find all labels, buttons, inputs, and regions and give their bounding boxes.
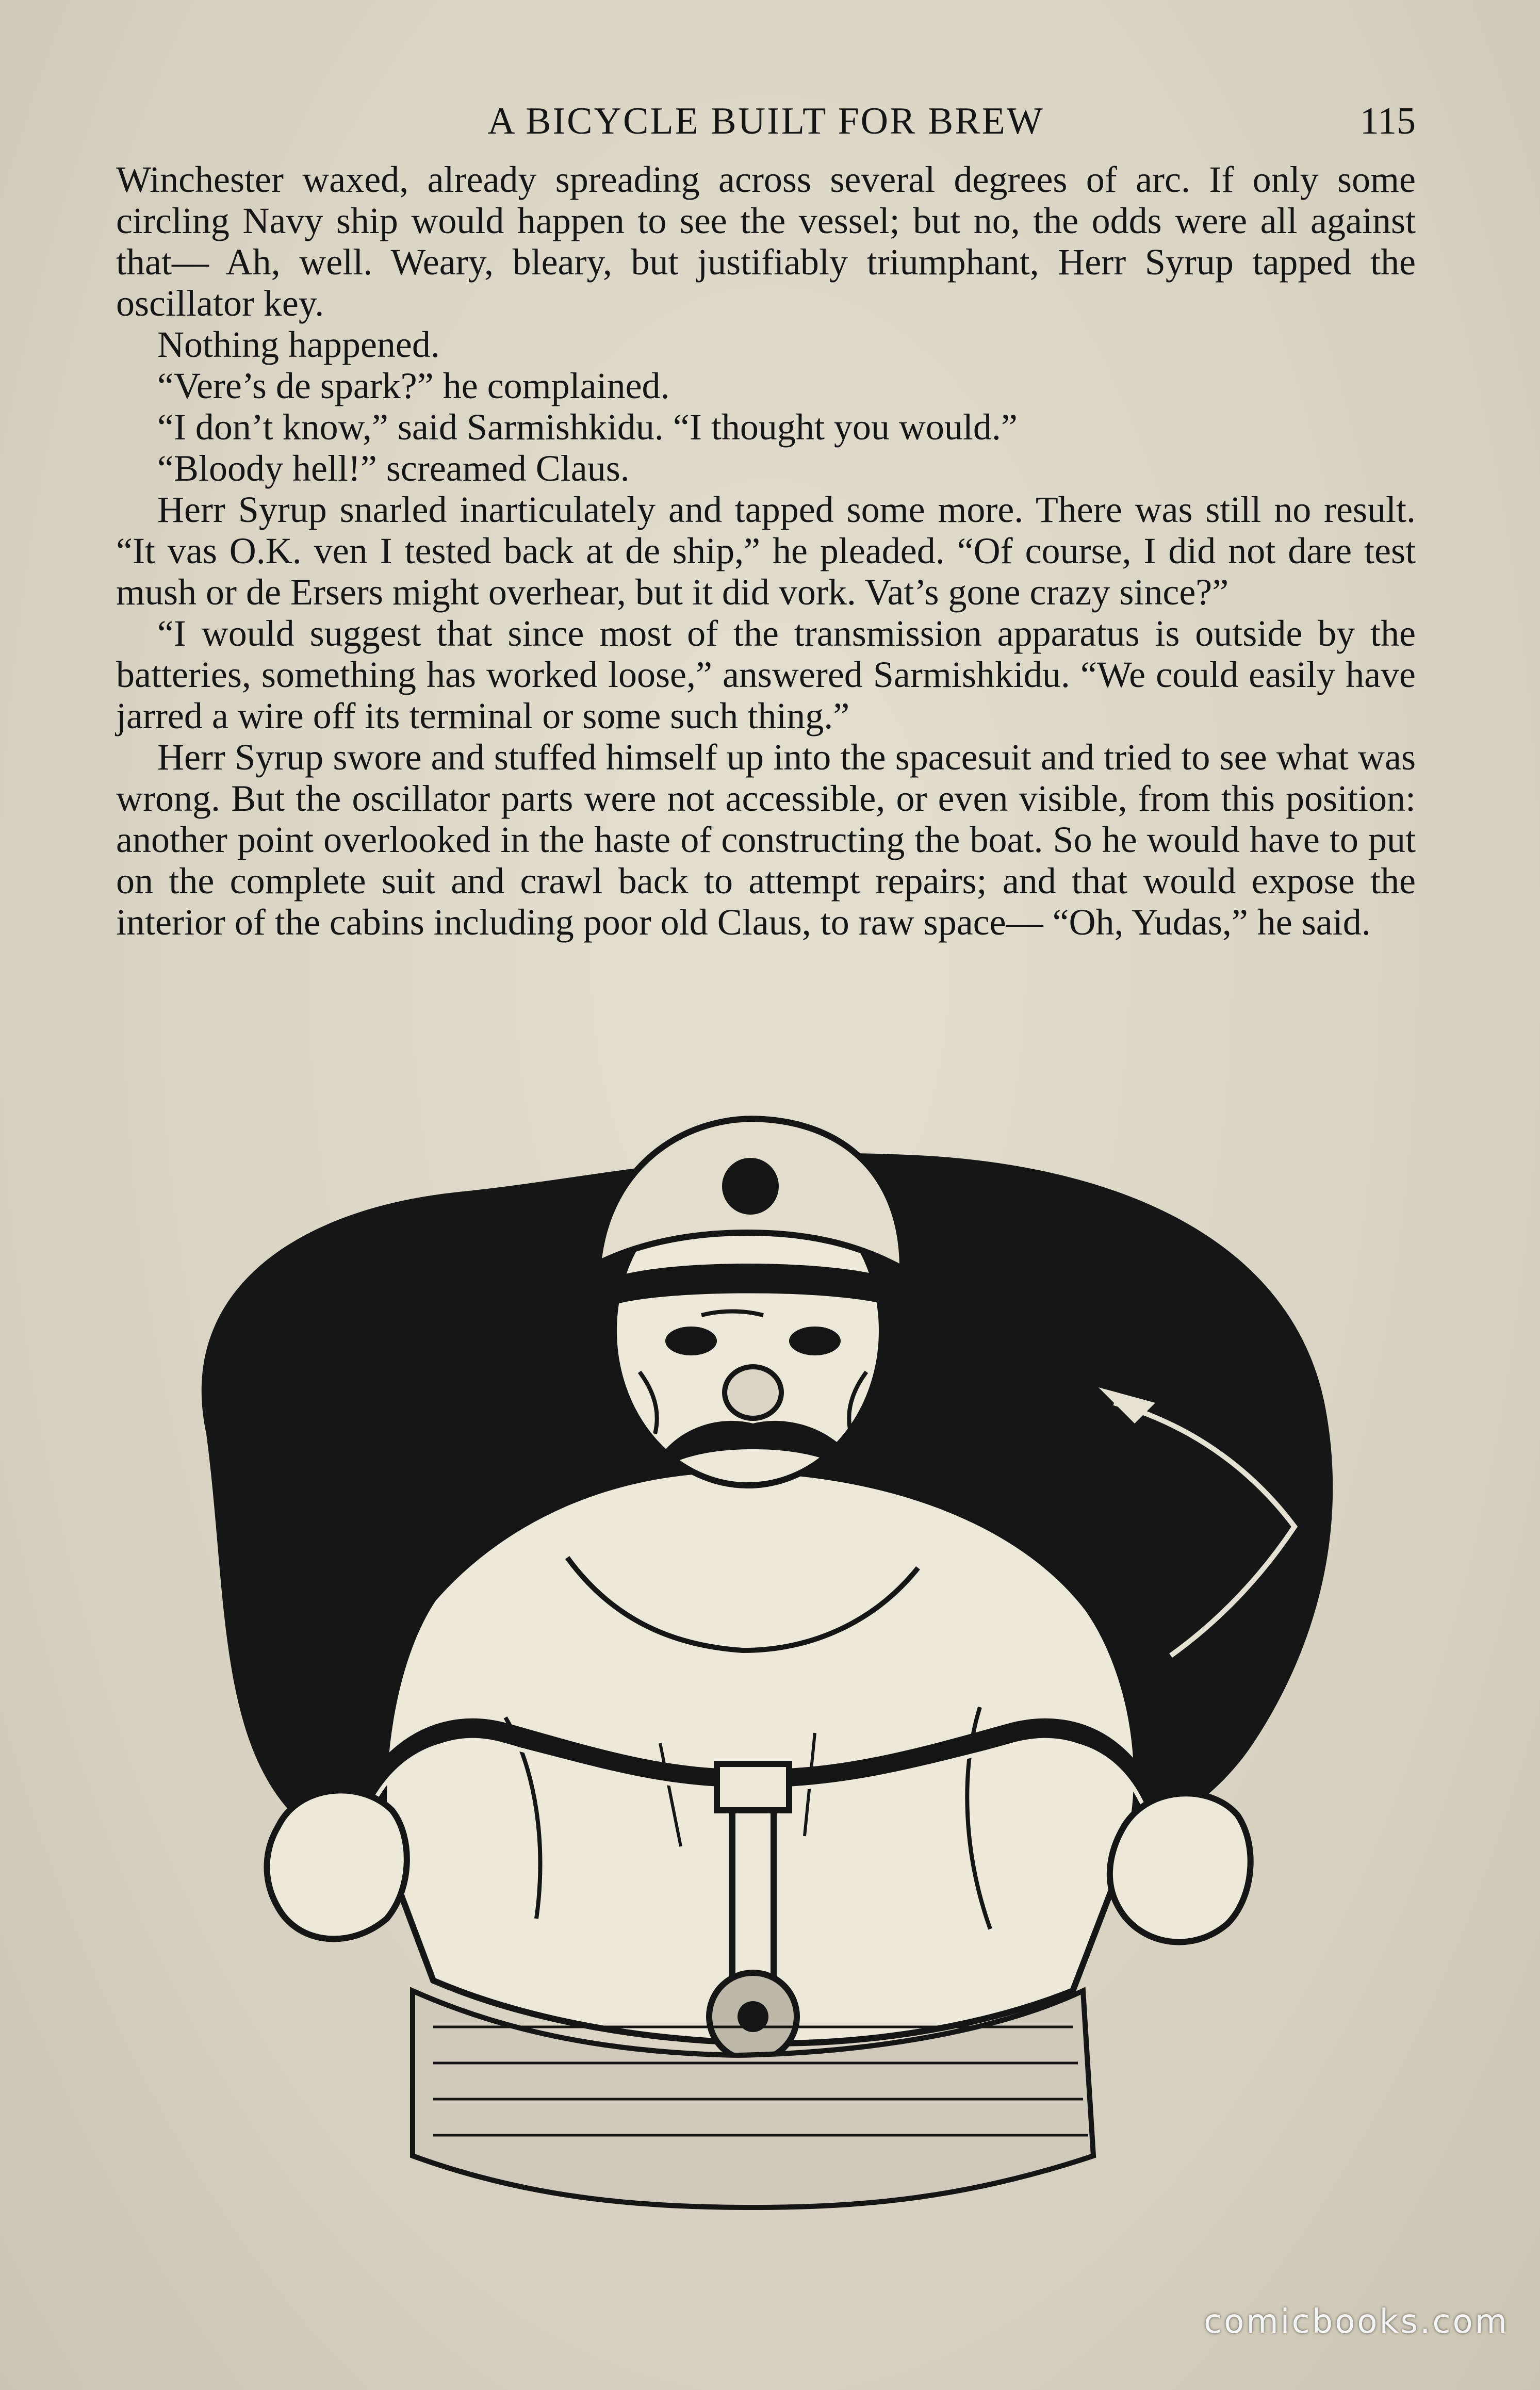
watermark: comicbooks.com — [1203, 2303, 1509, 2341]
left-eye — [665, 1327, 717, 1355]
paragraph: “Vere’s de spark?” he complained. — [157, 365, 670, 406]
cyclist-drawing — [144, 1073, 1382, 2269]
paragraph: “I would suggest that since most of the transmission apparatus is outside by the batteries, something has worked loose,” answered Sarmishkidu. “We could easily have jarred a wire off its terminal or some such thing.” — [116, 613, 1416, 736]
paragraph: Winchester waxed, already spreading across several degrees of arc. If only some circling Navy ship would happen to see the vessel; but no, the odds were all against that— Ah, well. Weary, bleary, but justifiably triumphant, Herr Syrup tapped the oscillator key. — [116, 159, 1416, 324]
paragraph: “Bloody hell!” screamed Claus. — [157, 448, 630, 489]
cap-badge — [722, 1158, 779, 1215]
page-number: 115 — [1359, 100, 1416, 142]
left-hand — [267, 1790, 407, 1939]
story-text — [116, 159, 1416, 943]
paragraph: Herr Syrup swore and stuffed himself up into the spacesuit and tried to see what was wrong. But the oscillator parts were not accessible, or even visible, from this position: another point overlooked in the haste of constructing the boat. So he would have to put on the complete suit and crawl back to attempt repairs; and that would expose the interior of the cabins including poor old Claus, to raw space— “Oh, Yudas,” he said. — [116, 736, 1416, 943]
paragraph: Nothing happened. — [157, 324, 440, 365]
page-header — [116, 93, 1416, 150]
nose — [725, 1367, 781, 1418]
paragraph: “I don’t know,” said Sarmishkidu. “I thought you would.” — [157, 406, 1018, 448]
paragraph: Herr Syrup snarled inarticulately and tapped some more. There was still no result. “It vas O.K. ven I tested back at de ship,” he pleaded. “Of course, I did not dare test mush or de Ersers might overhear, but it did vork. Vat’s gone crazy since?” — [116, 489, 1416, 613]
stem-clamp — [717, 1764, 789, 1810]
right-eye — [789, 1327, 841, 1355]
running-head: A BICYCLE BUILT FOR BREW — [487, 100, 1044, 142]
cyclist-illustration — [144, 1073, 1382, 2269]
right-hand — [1110, 1793, 1251, 1942]
